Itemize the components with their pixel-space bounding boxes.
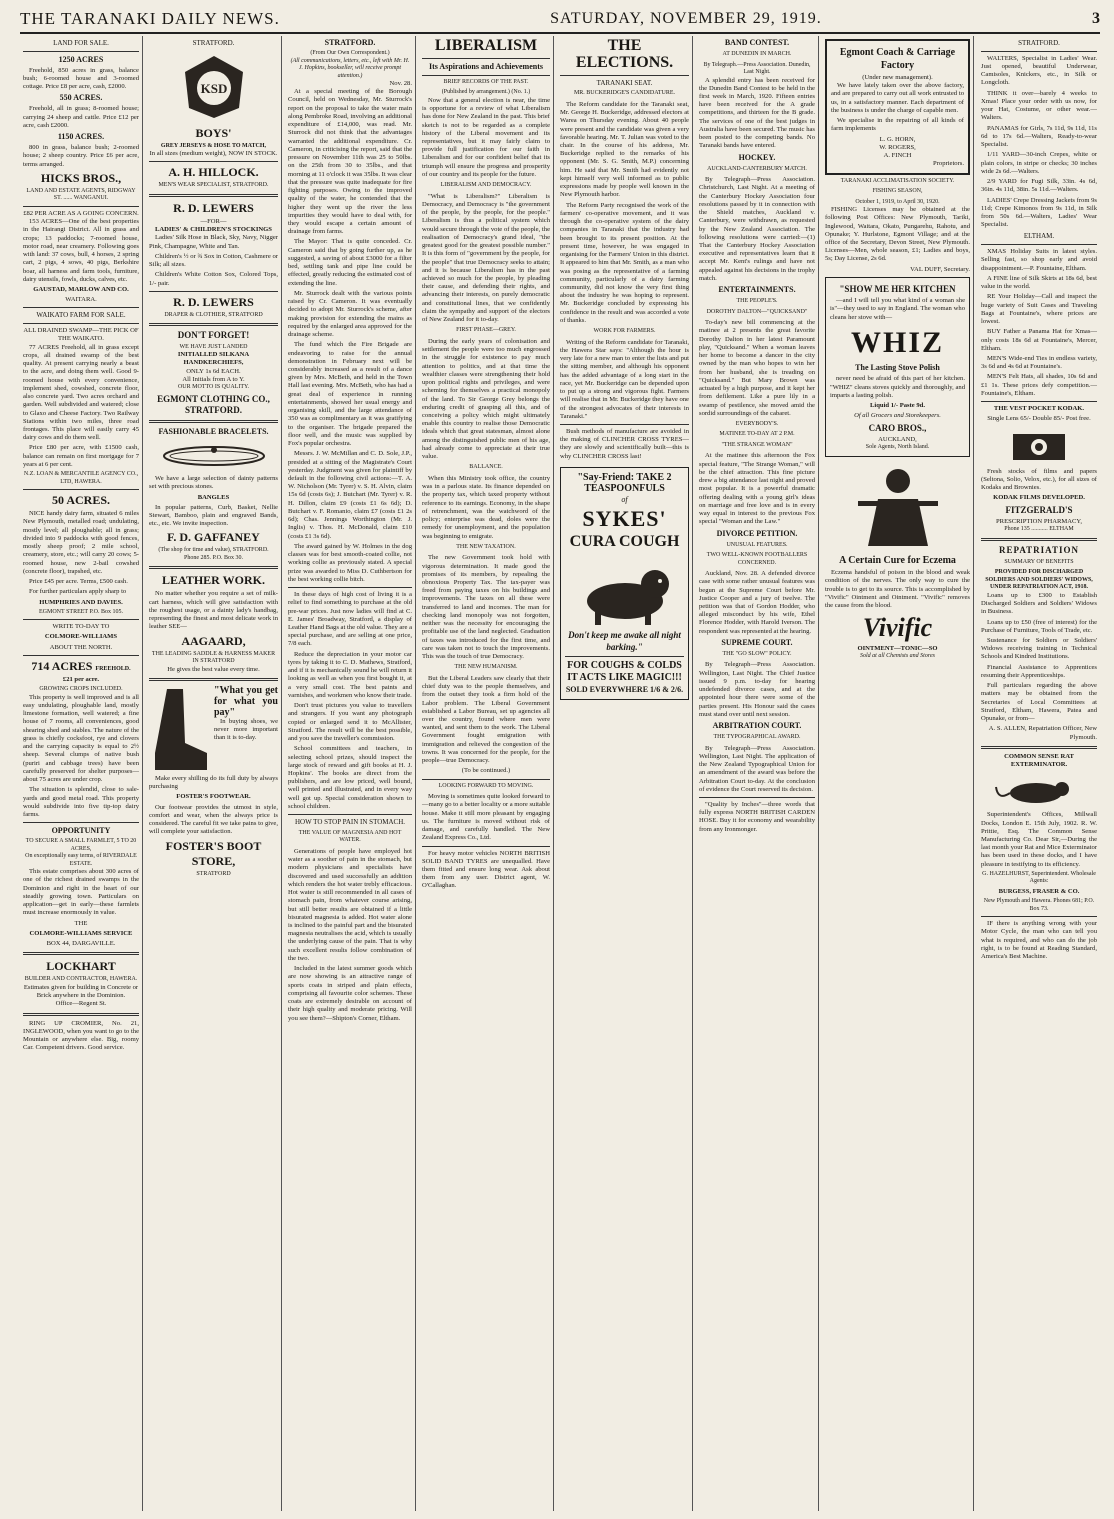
proprietor-name: L. G. HORN, (879, 135, 916, 143)
ad-body: Children's White Cotton Sox, Colored Tops, 1/- pair. (149, 271, 278, 287)
classified-item: 1/11 YARD—30-inch Crepes, white or plain colors, in stripe or checks; 30 inches wide 2s 6d.—Walters. (981, 151, 1097, 175)
article-subheadline: Its Aspirations and Achievements (428, 61, 543, 71)
ad-heading-acres: 714 ACRES (31, 658, 93, 673)
ad-body: NICE handy dairy farm, situated 6 miles New Plymouth, metalled road; undulating, mostly level; all ploughable; all in grass; divided into 9 paddocks with good fences, mostly sheep proof; 2 mile school, creamery, store, etc.; will carry 20 cows; 5-roomed house, new 2-bail cowshed (concrete floor), trapshed, etc. (23, 510, 139, 575)
ad-body: He gives the best value every time. (167, 665, 260, 673)
advertiser-name: LOCKHART (46, 959, 116, 974)
ad-heading: OPPORTUNITY (51, 826, 111, 836)
ad-subheading: October 1, 1919, to April 30, 1920. (855, 198, 940, 205)
ad-body: For further particulars apply sharp to (29, 588, 127, 596)
advertiser-trade: THE LEADING SADDLE & HARNESS MAKER IN STRATFORD (151, 650, 276, 665)
ad-subheading: TO SECURE A SMALL FARMLET, 5 TO 20 ACRES, (25, 838, 137, 852)
advertiser-name: N.Z. LOAN & MERCANTILE AGENCY CO., LTD, HAWERA. (23, 471, 139, 485)
ad-heading: A Certain Cure for Eczema (839, 554, 956, 566)
advertiser-name: COLMORE-WILLIAMS SERVICE (29, 929, 133, 937)
advertiser-address: Phone 285. P.O. Box 30. (183, 554, 243, 561)
section-subheading: WORK FOR FARMERS. (593, 328, 656, 335)
article-subheadline: AT DUNEDIN IN MARCH. (722, 51, 792, 57)
ad-subheading: LADIES' & CHILDREN'S STOCKINGS (155, 226, 272, 234)
article-headline: LIBERALISM (434, 37, 538, 54)
article-subheadline: "THE STRANGE WOMAN" (721, 441, 793, 448)
ad-heading: 550 ACRES. (59, 93, 103, 103)
article-headline: ARBITRATION COURT. (712, 721, 802, 731)
ad-body: The situation is splendid, close to sale-yards and good metal road. This property would subdivide into five tip-top dairy farms. (23, 786, 139, 818)
article-subheadline: THE PEOPLE'S. (736, 298, 778, 305)
article-subheadline: THE TYPOGRAPHICAL AWARD. (713, 734, 801, 741)
foster-ad (149, 685, 278, 775)
article-subheadline: AUCKLAND-CANTERBURY MATCH. (707, 165, 807, 172)
advertiser-name: CARO BROS., (868, 422, 927, 433)
ad-heading: THE VEST POCKET KODAK. (993, 405, 1085, 413)
advertiser-name: AAGAARD, (181, 633, 246, 648)
ad-heading: 50 ACRES. (51, 493, 110, 508)
ad-body: Loans up to £300 to Establish Discharged Soldiers and Soldiers' Widows in Business. (981, 591, 1097, 616)
advertiser-name: A. H. HILLOCK. (168, 165, 259, 180)
svg-text:KSD: KSD (200, 80, 227, 96)
ad-body: Freehold, 850 acres in grass, balance bush; 6-roomed house and 3-roomed cottage. Price £8 per acre, cash, £2000. (23, 66, 139, 91)
advertiser-name: HICKS BROS., (40, 170, 122, 185)
ad-body: In popular patterns, Curb, Basket, Nellie Stewart, Bamboo, plain and engraved Bands, etc., etc. We invite inspection. (149, 503, 278, 528)
news-paragraph: Included in the latest summer goods which are now showing is an attractive range of sports coats in striped and plain effects, comprising all favourite color schemes. These coats are extremely desirable on account of their high quality and moderate pricing. Will you see them?—Shipton's Corner, Eltham. (288, 965, 412, 1022)
article-subheadline: BRIEF RECORDS OF THE PAST. (443, 78, 529, 85)
newspaper-title: THE TARANAKI DAILY NEWS. (20, 9, 280, 28)
article-subheadline: TARANAKI SEAT. (596, 78, 653, 87)
advertiser-name: FITZGERALD'S (1005, 504, 1073, 515)
ad-text: THE (74, 919, 88, 927)
ad-subheading: FISHING SEASON, (872, 188, 923, 195)
ksd-badge-logo (179, 52, 249, 122)
ad-body: Children's ½ or ¾ Sox in Cotton, Cashmere or Silk; all sizes. (149, 252, 278, 269)
advertiser-address: Office—Regent St. (55, 1000, 107, 1008)
ad-body: RING UP CROMIER, No. 21, INGLEWOOD, when you want to go to the Mountain or anywhere else. Big, roomy Car. Competent drivers. Good service. (23, 1019, 139, 1052)
news-paragraph: Mr. Sturrock dealt with the various points raised by Cr. Cameron. It was eventually decided to adopt Mr. Sturrock's scheme, after making provision for extending the mains as required by the enlarged area approved for the drainage scheme. (288, 289, 412, 339)
byline: (From Our Own Correspondent.) (310, 50, 390, 56)
whiz-ad (825, 277, 970, 457)
news-paragraph: For heavy motor vehicles NORTH BRITISH SOLID BAND TYRES are unequalled. Have them fitted and ensure long wear. Ask about them from any user. District agent, W. O'Callaghan. (422, 849, 550, 890)
classified-item: XMAS Holiday Suits in latest styles. Selling fast, so shop early and avoid disappointment.—P. Fountaine, Eltham. (981, 248, 1097, 272)
article-note: (Published by arrangement.) (No. 1.) (441, 89, 531, 96)
news-paragraph: The Mayor: That is quite conceded. Cr. Cameron said that by going further up, as he suggested, a saving of about £3000 for a filter bed, settling tank and pipe line could be effected, greatly reducing the estimated cost of extending the line. (288, 238, 412, 287)
section-header: LAND FOR SALE. (53, 39, 109, 47)
dateline: Nov. 28. (389, 80, 412, 87)
ad-body: Price £45 per acre. Terms, £500 cash. (29, 578, 128, 586)
ad-heading: FASHIONABLE BRACELETS. (158, 427, 269, 437)
news-paragraph: But the Liberal Leaders saw clearly that their chief duty was to the people themselves, and from the outset they took a firm hold of the Labor problem. The Liberal Government established a Labor Bureau, set up agencies all over the country, found where men were wanted, and sent them to the work. The Liberal Government fought emigration with immigration and relieved the congestion of the towns. It was concerned for the people, for the people—true Democracy. (422, 674, 550, 765)
ad-price: Liquid 1/- Paste 9d. (870, 402, 925, 410)
advertiser-trade: MEN'S WEAR SPECIALIST, STRATFORD. (158, 182, 269, 189)
ad-heading: "SHOW ME HER KITCHEN (839, 283, 956, 294)
ad-motto: OUR MOTTO IS QUALITY. (177, 384, 250, 391)
advertiser-town: AUCKLAND, (878, 435, 917, 443)
ad-heading: REPATRIATION (998, 544, 1079, 555)
ad-price: £21 per acre. (62, 675, 100, 683)
article-headline: HOCKEY. (738, 152, 776, 162)
section-subheading: FIRST PHASE—GREY. (456, 327, 516, 334)
news-paragraph: Reduce the depreciation in your motor car tyres by taking it to C. D. Mathews, Stratford, and if it is mechanically sound he will return it looking as well as when you first bought it, at a very small cost. The best paints and varnishes, and workmen who know their trade. (288, 650, 412, 699)
advertiser-role: Sole Agents, North Island. (865, 444, 930, 451)
product-name: WHIZ (850, 325, 945, 359)
advertiser-trade: DRAPER & CLOTHIER, STRATFORD (164, 311, 263, 318)
section-header: STRATFORD. (1018, 39, 1060, 47)
section-subheading: THE NEW TAXATION. (456, 543, 516, 550)
ad-heading: LEATHER WORK. (162, 573, 265, 588)
boot-illustration (149, 685, 211, 775)
page-number: 3 (1091, 10, 1100, 27)
ad-body: In all sizes (medium weight), NOW IN STOCK. (149, 150, 278, 158)
news-paragraph: The Reform candidate for the Taranaki seat, Mr. George H. Buckeridge, addressed electors at Warea on Thursday evening. About 40 people were present and the candidate was given a very favorable hearing. Mr. T. Julian was voted to the chair. In the course of his address, Mr. Buckeridge replied to the remarks of his opponent (Mr. S. G. Smith, M.P.) concerning him. He said that Mr. Smith had evidently not kept himself very well informed as to public expressions made by people well known in the New Plymouth harbor. (560, 100, 689, 199)
ad-body: Ladies' Silk Hose in Black, Sky, Navy, Nigger Pink, Champagne, White and Tan. (149, 234, 278, 250)
article-headline: ENTERTAINMENTS. (718, 285, 796, 295)
news-paragraph: Don't trust pictures you value to travellers and strangers. If you want any photograph copied or enlarged send it to McAllister, Stratford. The result will be the best possible, and you save the traveller's commission. (288, 702, 412, 743)
classified-item: RE Your Holiday—Call and inspect the huge variety of Suit Cases and Traveling Bags at Fountaine's, where prices are lowest. (981, 293, 1097, 326)
ad-body: Make every shilling do its full duty by always purchasing (149, 774, 278, 791)
news-paragraph: Writing of the Reform candidate for Taranaki, the Hawera Star says: "Although the hour is very late for a new man to enter the lists and put the sitting member, and although his opponent has the added advantage of a long start in the race, yet Mr. Buckeridge can be depended upon to put up a strong and vigorous fight. Farmers will realise that in Mr. Buckeridge they have one of the strongest advocates of their interests in Taranaki." (560, 338, 689, 420)
column-display-ads (822, 36, 974, 1511)
article-subheadline: UNUSUAL FEATURES. (726, 541, 788, 548)
proprietor-name: W. ROGERS, (879, 143, 916, 151)
news-paragraph: In these days of high cost of living it is a relief to find something to purchase at the old pre-war prices. Just now ladies will find at C. E. James' Broadway, Stratford, a display of Leather Hand Bags at the old value. They are a special purchase, and are selling at one price, 7/8 each. (288, 591, 413, 648)
ad-body: We specialise in the repairing of all kinds of farm implements (831, 117, 964, 133)
news-paragraph: When this Ministry took office, the country was in a parlous state. Its finance depended on the property tax, which taxed property without reference to its earnings. Economy, in the shape of retrenchment, was the watchword of the policy; enterprise was dead, doles were the remedy for unemployment, and the population was beginning to emigrate. (422, 474, 550, 540)
ad-body: Sustenance for Soldiers or Soldiers' Widows receiving training in Technical Schools and Kindred Institutions. (981, 636, 1097, 661)
ad-body: We have a large selection of dainty patterns set with precious stones. (149, 475, 278, 491)
ad-text: of (621, 494, 628, 504)
byline-note: (All communications, letters, etc., left with Mr. H. J. Hopkins, bookseller, will receive prompt attention.) (290, 57, 410, 79)
ad-body: Of all Grocers and Storekeepers. (854, 412, 941, 420)
ad-subheading: BANGLES (197, 493, 230, 501)
ad-heading: 1150 ACRES. (57, 132, 105, 142)
ad-subheading: INITIALLED SILKANA HANDKERCHIEFS, (177, 351, 250, 367)
ad-subheading: (Under new management). (862, 74, 933, 81)
ad-price: Single Lens 65/- Double 85/- Post free. (987, 415, 1091, 423)
advertiser-address: EGMONT STREET P.O. Box 105. (39, 608, 123, 615)
advertiser-town: WAITARA. (65, 296, 97, 304)
ad-heading: WAIKATO FARM FOR SALE. (36, 311, 126, 320)
news-paragraph: School committees and teachers, in selecting school prizes, should inspect the large stock of reward and gift books at H. J. Hopkins'. The books are direct from the publishers, and are low priced, well bound, well printed and illustrated, and in every way well got up. Special consideration shown to school children. (288, 745, 412, 810)
classified-item: BUY Father a Panama Hat for Xmas—only costs 18s 6d at Fountaine's, Mercer, Eltham. (981, 328, 1097, 352)
classified-item: LADIES' Crepe Dressing Jackets from 9s 11d; Crepe Kimonos from 9s 11d, in Silk from 50s 6d.—Walters, Ladies' Wear Specialist. (981, 196, 1097, 229)
ad-heading: £82 PER ACRE AS A GOING CONCERN. (23, 209, 139, 217)
classified-item: THINK it over—barely 4 weeks to Xmas! Place your order with us now, for your Hat, Costume, or other wear.—Walters. (981, 89, 1097, 122)
article-note: (To be continued.) (461, 767, 511, 775)
news-paragraph: The Reform Party recognised the work of the farmers' co-operative movement, and it was through the co-operative system of the dairy companies in Taranaki that the industry had been brought to its present position. At the present time, however, he was engaged in organising for the Farmers' Union in this district. It appeared to him that Mr. Smith, as a man who was posing as the representative of a farming community, particularly of a dairy farming community, did not know the very first thing about the industry he was hoping to represent. Mr. Buckeridge concluded by expressing his confidence in the result and was accorded a vote of thanks. (560, 201, 689, 324)
ad-subheading: PROVIDED FOR DISCHARGED SOLDIERS AND SOLDIERS' WIDOWS, UNDER REPATRIATION ACT, 1918. (985, 569, 1093, 591)
article-headline: SUPREME COURT. (721, 637, 793, 647)
news-paragraph: The award gained by W. Holmes in the dog classes was for best smooth-coated collie, not working collie as previously stated. A special prize was awarded to Miss D. Cuthbertson for the best working collie bitch. (288, 542, 412, 583)
classified-item: MEN'S Felt Hats, all shades, 10s 6d and £1 1s. These prices defy competition.—Fountaine's, Eltham. (981, 373, 1097, 397)
advertiser-trade: BUILDER AND CONTRACTOR, HAWERA. (24, 976, 138, 983)
news-paragraph: At a special meeting of the Borough Council, held on Wednesday, Mr. Sturrock's report on the proposal to take the water main along Pembroke Road, involving an additional expenditure of £14,000, was read. Mr. Sturrock did not think that the advantages warranted the additional expenditure. Cr. Cameron, in criticising the report, said that the pressure on November 11th was 25 to 50lbs. on the 25th from 30 to 35lbs., and that morning at 11 o'clock it was 35lbs. It was clear that the pressure was quite inadequate for fire fighting purposes. Owing to the improved quality of the water, he contended that the higher they went up the river the less impurities they would have to deal with, for they would escape a certain amount of drainage from farms. (288, 88, 412, 236)
advertiser-address: LAND AND ESTATE AGENTS, RIDGWAY ST. ...... WANGANUI. (26, 187, 136, 202)
section-subheading: BALLANCE. (469, 464, 503, 471)
ad-subheading: WE HAVE JUST LANDED (179, 343, 248, 350)
advertiser-name: R. D. LEWERS (173, 200, 254, 215)
column-stratford-news (285, 36, 416, 1511)
ad-body: In buying shoes, we never more important than it is to-day. (214, 717, 278, 742)
column-news-briefs (696, 36, 819, 1511)
ad-subheading: FOR COUGHS & COLDS (567, 659, 682, 671)
ad-heading: "Say-Friend: TAKE 2 TEASPOONFULS (577, 471, 672, 495)
ad-heading: COMMON SENSE RAT EXTERMINATOR. (1004, 752, 1074, 769)
advertiser-town: STRATFORD (196, 870, 231, 877)
ad-body: All Initials from A to Y. (182, 375, 245, 383)
article-headline: LOOKING FORWARD TO MOVING. (438, 782, 534, 789)
news-paragraph: The fund which the Fire Brigade are endeavoring to raise for the annual demonstration in February next will be considerably increased as a result of a dance given by Mrs. McBeth, and held in the Town Hall last evening. Mrs. McBeth, who has had a great deal of experience in running entertainments, showed her usual energy and organising skill, and the large attendance of 350 was as complimentary as it was gratifying to the organiser. The brigade prepared the floor well, and the music was supplied by Fox's popular orchestra. (288, 341, 412, 448)
ad-subheading: SUMMARY OF BENEFITS (1004, 558, 1074, 565)
advertiser-name: GAUSTAD, MARLOW AND CO. (33, 285, 129, 293)
advertiser-trade: (The shop for time and value), STRATFORD. (158, 547, 269, 554)
news-paragraph: Bush methods of manufacture are avoided in the making of CLINCHER CROSS TYRES—they are slowly and scientifically built—this is why CLINCHER CROSS last! (560, 428, 689, 460)
section-subheading: LIBERALISM AND DEMOCRACY. (440, 182, 532, 189)
news-paragraph: Auckland, Nov. 28. A defended divorce case with some rather unusual features was begun at the Supreme Court before Mr. Justice Cooper and a jury of twelve. The petition was that of Gordon Hodder, who alleged misconduct by his wife, Ethel Florence Hodder, with Harold Iverson. The respondent was represented at the hearing. (699, 570, 815, 635)
ad-body: This estate comprises about 300 acres of one of the richest drained swamps in the Dominion and right in the heart of our steadily growing town. Particulars on application—get in early—these farmlets must increase enormously in value. (23, 868, 139, 917)
classified-item: IF there is anything wrong with your Motor Cycle, the man who can tell you what is required, and who can do the job right, is to be found at Reading Standard, America's Best Machine. (981, 920, 1097, 961)
product-name: SYKES' (582, 505, 667, 531)
news-paragraph: A splendid entry has been received for the Dunedin Band Contest to be held in the first week in March, 1920. Fifteen entries have been received for the A grade competitions, and thirteen for the B grade. The services of one of the best judges in Australia have been secured. The music has been posted to the competing bands. No Taranaki bands have entered. (699, 76, 815, 150)
ad-subheading: The Lasting Stove Polish (855, 363, 940, 373)
ad-subheading: ALL DRAINED SWAMP—THE PICK OF THE WAIKATO. (23, 327, 139, 343)
ad-subheading: IT ACTS LIKE MAGIC!!! (567, 672, 682, 684)
advertiser-name: R. D. LEWERS (173, 294, 254, 309)
news-paragraph: Messrs. J. W. McMillan and C. D. Sole, J.P., presided at a sitting of the Magistrate's Court yesterday. Judgment was given for plaintiff by default in the following civil actions:—T. A. W. Nicholson (Mr. Tyrer) v. S. H. Alvin, claim 15s 6d (costs 6s); J. Butchart (Mr. Tyrer) v. R. H. Dillon, claim £9 (costs £1 6s 6d); D. Butchart v. F. Romanio, claim £7 (costs £1 2s 6d); Chas. Jennings Worthington (Mr. J. Inglis) v. Thos. H. McDonald, claim £10 (costs £1 3s 6d). (288, 450, 412, 540)
ad-signoff: G. HAZELHURST, Superintendent. Wholesale Agents: (982, 870, 1096, 885)
ad-subheading: On exceptionally easy terms, of RIVERDALE ESTATE. (25, 853, 137, 867)
ad-subheading: KODAK FILMS DEVELOPED. (993, 494, 1085, 502)
ad-body: never need be afraid of this part of her kitchen. "WHIZ" cleans stoves quickly and thoroughly, and imparts a lasting polish. (830, 375, 965, 399)
sykes-ad (560, 467, 689, 700)
news-paragraph: Moving is sometimes quite looked forward to—many go to a better locality or a more suitable house. Make it still more pleasant by engaging us. The furniture is moved without risk of damage, and carefully handled. The New Zealand Express Co., Ltd. (422, 793, 550, 842)
news-paragraph: At the matinee this afternoon the Fox special feature, "The Strange Woman," will be the chief attraction. This fine picture drew a big attendance last night and proved most popular. It is a powerful dramatic offering dealing with a young girl's ideas on marriage and free love and is in every way equal in interest to the previous Fox special "Woman and the Law." (699, 452, 815, 526)
ad-tagline: Don't keep me awake all night barking." (568, 630, 681, 652)
dog-illustration (570, 556, 680, 626)
advertiser-address: New Plymouth and Hawera. Phones 681; P.O. Box 73. (983, 898, 1095, 912)
ad-subheading: FOSTER'S FOOTWEAR. (176, 793, 251, 801)
section-header: STRATFORD. (192, 39, 235, 47)
ad-body: Financial Assistance to Apprentices resuming their Apprenticeships. (981, 663, 1097, 679)
advertiser-name: F. D. GAFFANEY (167, 530, 260, 545)
news-paragraph: The new Government took hold with vigorous determination. It made good the promises of its members, by repealing the obnoxious Property Tax. The tax-payer was freed from paying taxes on his buildings and improvements. The taxes on all these were transferred to land and incomes. The man for checking land monopoly was not forgotten, neither was the necessity for encouraging the profitable use of the land neglected. Graduation of taxes was introduced for the first time, and care was taken not to touch the improvements. This was the touch of true Democracy. (422, 554, 550, 661)
ad-body: Superintendent's Offices, Millwall Docks, London E. 15th July, 1902. R. W. Prittie, Esq. The Common Sense Manufacturing Co. Dear Sir,—During the last month your Rat and Mice Exterminator has been used in these docks, and I have pleasure in testifying to its efficiency. (981, 811, 1097, 868)
ad-signoff: Proprietors. (933, 160, 964, 168)
news-paragraph: Generations of people have employed hot water as a soother of pain in the stomach, but modern physicians and specialists have discovered and used successfully an addition which renders the hot water trebly efficacious. Hot water is still recommended in all cases of stomach pain, from whatever course arising, but still better results are obtained if a little bisurated magnesia is added. Hot water alone is inclined to the painful part and the bisurated magnesia neutralises the acid, which is usually the underlying cause of the pain. That is why such excellent results follow combination of the two. (288, 847, 412, 962)
woman-illustration (838, 461, 958, 551)
advertiser-address: Phone 135 ........... ELTHAM (1004, 526, 1074, 533)
section-header: ELTHAM. (1023, 232, 1055, 241)
article-subheadline: MR. BUCKERIDGE'S CANDIDATURE. (573, 90, 676, 97)
classified-item: WALTERS, Specialist in Ladies' Wear. Just opened, beautiful Underwear, Camisoles, Knickers, etc., in Silk or Longcloth. (981, 54, 1097, 87)
classified-item: MEN'S Wide-end Ties in endless variety, 3s 6d and 4s 6d at Fountaine's. (981, 355, 1097, 371)
product-subname: CURA COUGH (569, 533, 680, 551)
classified-item: A FINE line of Silk Skirts at 18s 6d, best value in the world. (981, 274, 1097, 291)
ad-subheading: GREY JERSEYS & HOSE TO MATCH, (160, 142, 267, 149)
ad-price: ONLY 1s 6d EACH. (186, 367, 241, 375)
news-paragraph: Now that a general election is near, the time is opportune for a review of what Liberalism has done for New Zealand in the past. This brief sketch is not to be regarded as a complete history of the Liberal movement and its representatives, but it may fairly claim to provide full justification for our faith in Liberalism and for our confident belief that its triumph will ensure the progress and prosperity of our country and its people for the future. (422, 96, 550, 178)
ad-body: Full particulars regarding the above matters may be obtained from the Secretaries of Local Committees at Stratford, Eltham, Hawera, Patea and Opunake, or from— (981, 682, 1097, 723)
article-headline: DIVORCE PETITION. (716, 528, 798, 538)
issue-date: SATURDAY, NOVEMBER 29, 1919. (550, 10, 822, 27)
article-headline: THE ELECTIONS. (575, 37, 674, 71)
advertiser-name: FOSTER'S BOOT STORE, (165, 838, 262, 868)
news-paragraph: By Telegraph—Press Association. Wellington, Last Night. The application of the New Zealand Typographical Union for an amendment of the award was before the Arbitration Court to-day. At the conclusion of evidence the Court reserved its decision. (699, 744, 815, 793)
bracelet-illustration (159, 441, 269, 471)
advertiser-name: EGMONT CLOTHING CO., STRATFORD. (157, 393, 270, 415)
ad-body: Price £80 per acre, with £1500 cash, balance can remain on first mortgage for 7 years at 6 per cent. (23, 444, 139, 468)
news-paragraph: "Quality by Inches"—three words that fully express NORTH BRITISH CARDEN HOSE. Buy it for economy and wearability from any Ironmonger. (699, 801, 815, 833)
ad-heading-tenure: FREEHOLD. (95, 665, 131, 672)
ad-heading (23, 659, 139, 674)
ad-body: 77 ACRES Freehold, all in grass except crops, all drained swamp of the best quality. At present carrying nearly a beast to the acre, and doing them well. Good 9-roomed house with every convenience, implement shed, cowshed, concrete floor, also concrete yard. Two acres orchard and garden. Well subdivided and watered; close to Glaxo and Cheese Factory. Two Railway Stations within two miles, three road frontages. This place will easily carry 45 dairy cows and do them well. (23, 343, 139, 442)
advertiser-name: BURGESS, FRASER & CO. (998, 887, 1080, 895)
advertiser-address: BOX 44, DARGAVILLE. (46, 940, 116, 948)
ad-body: This property is well improved and is all easy undulating, ploughable land, mostly limestone formation, well watered; a fine house of 7 rooms, all conveniences, good shearing shed and stables. The nature of the grass is chiefly cocksfoot, rye and clovers and the carrying capacity is equal to 2½ sheep. Several clumps of native bush (puriri and cabbage trees) have been carefully preserved for shelter purposes—about 75 acres are under crop. (23, 693, 139, 784)
egmont-coach-ad (825, 39, 970, 175)
column-small-ads (978, 36, 1100, 1511)
ad-body: 153 ACRES—One of the best properties in the Hairangi District. All in grass and crops; 13 paddocks; 7-roomed house, motor road, near creamery. Following goes with land: 37 cows, bull, 4 horses, 2 spring cart, 2 pigs, 4 sows, 40 pigs, Berkshire boar, all harness and farm tools, furniture, dairy utensils, fowls, ducks, calves, etc. (23, 218, 139, 283)
ad-text: —FOR— (200, 217, 227, 225)
article-headline: BAND CONTEST. (724, 38, 790, 47)
classified-item: PANAMAS for Girls, 7s 11d, 9s 11d, 11s 6d to 17s 6d.—Walters, Ready-to-wear Specialist. (981, 124, 1097, 149)
ad-subheading: OINTMENT—TONIC—SO (857, 644, 938, 652)
article-subheadline: THE VALUE OF MAGNESIA AND HOT WATER. (298, 829, 402, 844)
ad-price: SOLD EVERYWHERE 1/6 & 2/6. (565, 684, 684, 694)
ad-body: FISHING Licenses may be obtained at the following Post Offices: New Plymouth, Tariki, Inglewood, Waitara, Okato, Pungarehu, Rahotu, and Opunake; Y. Hurlstone, Egmont Village; and at the office of the Secretary, Devon Street, New Plymouth. Licenses—Men, whole season, £1; Ladies and boys, 5s; Day License, 2s 6d. (825, 206, 970, 263)
classified-item: 2/9 YARD for Fugi Silk, 33in. 4s 6d, 36in. 4s 11d, 38in. 5s 11d.—Walters. (981, 178, 1097, 194)
article-subheadline: EVERYBODY'S. (735, 420, 779, 427)
article-headline: HOW TO STOP PAIN IN STOMACH. (294, 818, 406, 827)
advertiser-name: COLMORE-WILLIAMS (44, 633, 118, 641)
advertiser-name: HUMPHRIES AND DAVIES. (39, 598, 123, 606)
news-paragraph: By Telegraph—Press Association. Wellington, Last Night. The Chief Justice issued 9 p.m. to-day for hearing undefended divorce cases, and at the appointed hour there were some of the parties present. His Honour said the cases must stand over until next session. (699, 661, 815, 718)
news-paragraph: "What is Liberalism?" Liberalism is Democracy, and Democracy is "the government of the people, by the people, for the people." Liberalism is thus a political system which would secure through the vote of the people, the realisation of Democracy's grand ideal, "the greatest good for the greatest possible number." It is this form of "government by the people, for the people" that true Democracy seeks to attain; and it is because Liberalism has in the past achieved so much for the people, by pleading their cause, and defending their rights, and advancing their interests, on purely democratic and constitutional lines, that we confidently claim the sympathy and support of the electors of New Zealand for it to-day. (422, 192, 550, 324)
dateline: By Telegraph.—Press Association. Dunedin, Last Night. (703, 61, 811, 75)
ad-body: Freehold, all in grass; 8-roomed house; carrying 24 sheep and cattle. Price £12 per acre, cash £2000. (23, 105, 139, 129)
ad-subheading: WRITE TO-DAY TO (52, 623, 110, 631)
column-land-for-sale (20, 36, 143, 1511)
section-header: STRATFORD. (324, 38, 376, 47)
article-subheadline: TWO WELL-KNOWN FOOTBALLERS CONCERNED. (706, 552, 808, 566)
ad-heading: DON'T FORGET! (177, 330, 250, 341)
masthead (20, 6, 1100, 34)
ad-body: Estimates given for building in Concrete or Brick anywhere in the Dominion. (23, 983, 139, 1000)
column-liberalism (419, 36, 554, 1511)
ad-body: 800 in grass, balance bush; 2-roomed house; 2 sheep country. Price £6 per acre, terms arranged. (23, 144, 139, 168)
ad-body: Loans up to £50 (free of interest) for the Purchase of Furniture, Tools of Trade, etc. (981, 618, 1097, 634)
article-subheadline: DOROTHY DALTON—"QUICKSAND" (706, 308, 808, 315)
ad-heading: TARANAKI ACCLIMATISATION SOCIETY. (840, 177, 955, 184)
article-subheadline: THE "GO SLOW" POLICY. (722, 650, 792, 657)
news-paragraph: During the early years of colonisation and settlement the people were too much engrossed in the struggle for existence to pay much attention to politics, and at that time the wealthier classes were strengthening their hold upon political rights and privileges, and were scheming for themselves a practical monopoly of the land. To Sir George Grey belongs the enduring credit of grasping all this, and of conceiving a policy which might ultimately enable this country to realise those Democratic ideals which that great statesman, almost alone among the distinguished public men of his age, had already come to appreciate at their true value. (422, 337, 550, 461)
ad-body: Eczema handsful of poison in the blood and weak condition of the nerves. The only way to cure the trouble is to get to its source. This is accomplished by "Vivific" Ointment and Ointment. "Vivific" removes the cause from the blood. (825, 569, 970, 609)
news-paragraph: To-day's new bill commencing at the matinee at 2 presents the great favorite Dorothy Dalton in her latest Paramount play, "Quicksand." When a woman leaves her home to become a dancer in the city owned by the man who hopes to win her from her husband, she is treading on "Quicksand." But Mary Brown was actuated by a high purpose, and it kept her from defilement. Like a pure lily in a swamp of pestilence, she moved amid the sordid surroundings of the cabaret. (699, 319, 815, 417)
ad-heading: 1250 ACRES (58, 54, 104, 64)
ad-subheading: GROWING CROPS INCLUDED. (39, 686, 123, 693)
ad-body: Fresh stocks of films and papers (Seltona, Solio, Velox, etc.), for all sizes of Kodaks and Brownies. (981, 467, 1097, 492)
product-name: Vivific (862, 613, 933, 643)
ad-signoff: A. S. ALLEN, Repatriation Officer, New Plymouth. (988, 725, 1097, 741)
ad-subheading: ABOUT THE NORTH. (49, 643, 113, 651)
news-paragraph: By Telegraph—Press Association. Christchurch, Last Night. At a meeting of the Canterbury Hockey Association four resolutions passed by it in connection with the Shield matches, Auckland v. Canterbury, were withdrawn, as requested by the New Zealand Association. The following resolutions were carried:—(1) That the Canterbury Hockey Association executive and representatives learn that it accept Mr. Kent's rulings and have not appealed against his decisions in the trophy match. (699, 176, 815, 282)
advertiser-trade: PRESCRIPTION PHARMACY, (996, 517, 1082, 525)
ad-body: Our footwear provides the utmost in style, comfort and wear, when the always price is considered. The careful fit we take pains to give, will complete your satisfaction. (149, 803, 278, 836)
section-subheading: THE NEW HUMANISM. (454, 664, 518, 671)
proprietor-name: A. FINCH (883, 152, 912, 160)
ad-body: —and I will tell you what kind of a woman she is"—they used to say in England. The woman who cleans her stove with— (830, 297, 965, 321)
article-subheadline: MATINEE TO-DAY AT 2 P.M. (719, 431, 795, 438)
camera-illustration (1009, 428, 1069, 464)
ad-body: We have lately taken over the above factory, and are prepared to carry out all work entrusted to us, in a satisfactory manner. Each department of the business is under the charge of capable men. (831, 82, 964, 114)
column-elections (557, 36, 693, 1511)
ad-body: No matter whether you require a set of milk-cart harness, which will give satisfaction with the roughest usage, or a dainty lady's handbag, representing the finest and most delicate work in leather SEE— (149, 590, 278, 631)
rat-illustration (994, 773, 1084, 807)
ad-heading: BOYS' (195, 125, 232, 140)
column-stratford-ads (146, 36, 282, 1511)
ad-heading: Egmont Coach & Carriage Factory (839, 47, 956, 71)
ad-signoff: VAL DUFF, Secretary. (910, 265, 970, 273)
ad-heading: "What you get for what you pay" (214, 684, 278, 718)
ad-body: Sold at all Chemists and Stores (860, 652, 935, 659)
